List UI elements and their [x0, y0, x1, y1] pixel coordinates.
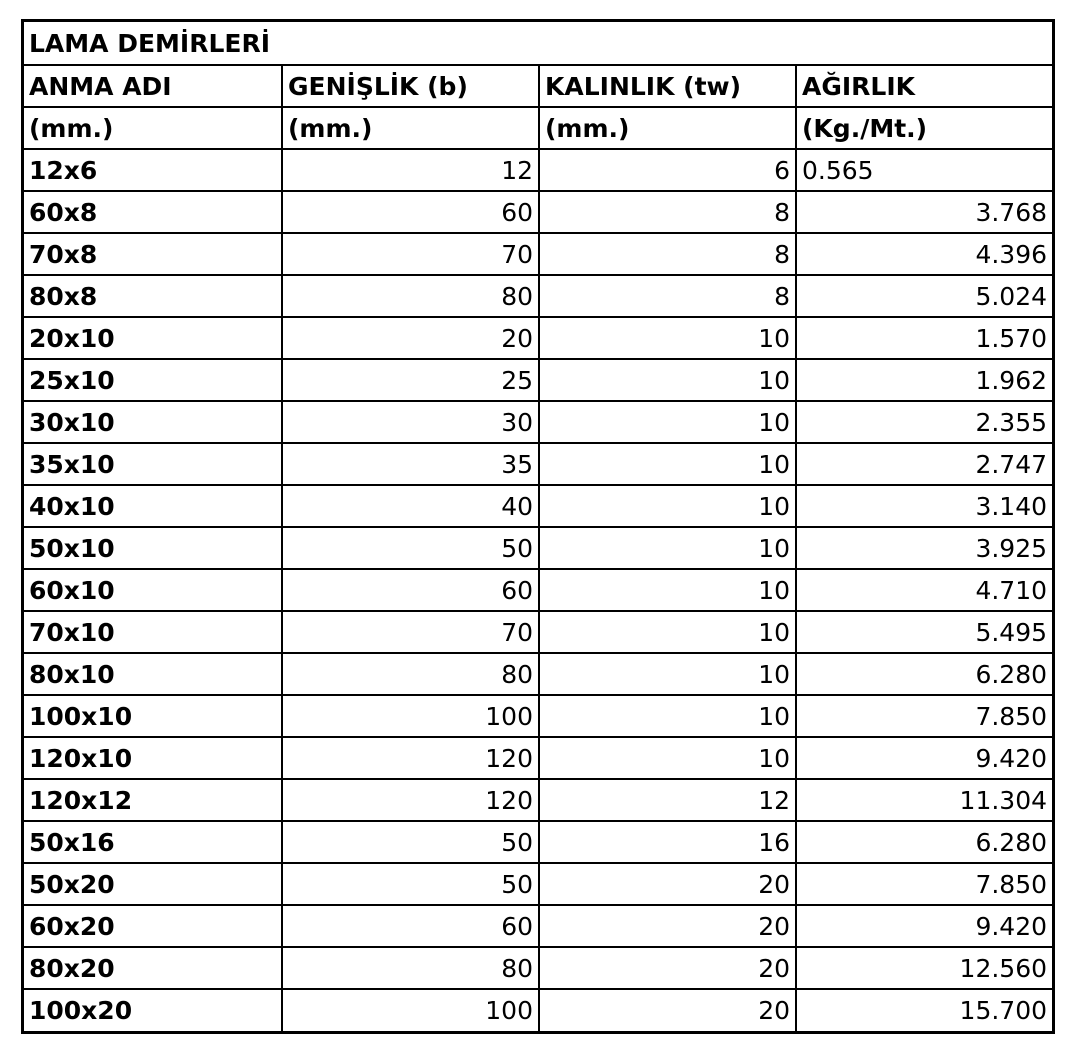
table-row — [24, 989, 1052, 1031]
anma-adi-cell: 50x20 — [24, 863, 282, 905]
table-row — [24, 527, 1052, 569]
kalinlik-cell: 12 — [539, 779, 796, 821]
genislik-cell: 60 — [282, 191, 539, 233]
agirlik-cell: 7.850 — [796, 863, 1052, 905]
table-row — [24, 275, 1052, 317]
lama-table — [24, 22, 1052, 1031]
kalinlik-cell: 10 — [539, 317, 796, 359]
anma-adi-cell: 30x10 — [24, 401, 282, 443]
agirlik-cell: 6.280 — [796, 653, 1052, 695]
agirlik-cell: 1.570 — [796, 317, 1052, 359]
kalinlik-cell: 10 — [539, 569, 796, 611]
kalinlik-cell: 20 — [539, 947, 796, 989]
kalinlik-cell: 20 — [539, 905, 796, 947]
genislik-cell: 50 — [282, 527, 539, 569]
table-row — [24, 611, 1052, 653]
agirlik-cell: 9.420 — [796, 905, 1052, 947]
anma-adi-cell: 50x16 — [24, 821, 282, 863]
anma-adi-cell: 60x10 — [24, 569, 282, 611]
header-agirlik: AĞIRLIK — [796, 65, 1052, 107]
table-row — [24, 443, 1052, 485]
kalinlik-cell: 10 — [539, 653, 796, 695]
kalinlik-cell: 8 — [539, 233, 796, 275]
kalinlik-cell: 20 — [539, 989, 796, 1031]
genislik-cell: 60 — [282, 905, 539, 947]
agirlik-cell: 7.850 — [796, 695, 1052, 737]
kalinlik-cell: 10 — [539, 443, 796, 485]
agirlik-cell: 3.768 — [796, 191, 1052, 233]
genislik-cell: 20 — [282, 317, 539, 359]
table-row — [24, 737, 1052, 779]
genislik-cell: 60 — [282, 569, 539, 611]
anma-adi-cell: 12x6 — [24, 149, 282, 191]
anma-adi-cell: 60x20 — [24, 905, 282, 947]
genislik-cell: 80 — [282, 653, 539, 695]
lama-table-sheet — [21, 19, 1055, 1034]
agirlik-cell: 3.140 — [796, 485, 1052, 527]
agirlik-cell: 12.560 — [796, 947, 1052, 989]
title-row — [24, 22, 1052, 65]
header-genislik: GENİŞLİK (b) — [282, 65, 539, 107]
unit-kalinlik: (mm.) — [539, 107, 796, 149]
genislik-cell: 70 — [282, 611, 539, 653]
table-row — [24, 947, 1052, 989]
table-row — [24, 191, 1052, 233]
agirlik-cell: 4.710 — [796, 569, 1052, 611]
agirlik-cell: 15.700 — [796, 989, 1052, 1031]
kalinlik-cell: 10 — [539, 611, 796, 653]
agirlik-cell: 2.747 — [796, 443, 1052, 485]
agirlik-cell: 11.304 — [796, 779, 1052, 821]
table-title: LAMA DEMİRLERİ — [24, 22, 1052, 65]
agirlik-cell: 5.024 — [796, 275, 1052, 317]
table-row — [24, 905, 1052, 947]
genislik-cell: 80 — [282, 275, 539, 317]
anma-adi-cell: 40x10 — [24, 485, 282, 527]
table-row — [24, 317, 1052, 359]
genislik-cell: 100 — [282, 989, 539, 1031]
header-anma-adi: ANMA ADI — [24, 65, 282, 107]
anma-adi-cell: 50x10 — [24, 527, 282, 569]
agirlik-cell: 1.962 — [796, 359, 1052, 401]
table-row — [24, 779, 1052, 821]
genislik-cell: 12 — [282, 149, 539, 191]
table-row — [24, 149, 1052, 191]
anma-adi-cell: 120x12 — [24, 779, 282, 821]
table-row — [24, 485, 1052, 527]
anma-adi-cell: 80x10 — [24, 653, 282, 695]
agirlik-cell: 6.280 — [796, 821, 1052, 863]
genislik-cell: 120 — [282, 779, 539, 821]
kalinlik-cell: 10 — [539, 359, 796, 401]
genislik-cell: 50 — [282, 821, 539, 863]
unit-agirlik: (Kg./Mt.) — [796, 107, 1052, 149]
genislik-cell: 80 — [282, 947, 539, 989]
anma-adi-cell: 100x10 — [24, 695, 282, 737]
table-row — [24, 359, 1052, 401]
anma-adi-cell: 120x10 — [24, 737, 282, 779]
header-row — [24, 65, 1052, 107]
genislik-cell: 120 — [282, 737, 539, 779]
kalinlik-cell: 10 — [539, 485, 796, 527]
table-row — [24, 401, 1052, 443]
anma-adi-cell: 80x20 — [24, 947, 282, 989]
kalinlik-cell: 6 — [539, 149, 796, 191]
units-row — [24, 107, 1052, 149]
anma-adi-cell: 80x8 — [24, 275, 282, 317]
agirlik-cell: 5.495 — [796, 611, 1052, 653]
genislik-cell: 25 — [282, 359, 539, 401]
anma-adi-cell: 35x10 — [24, 443, 282, 485]
anma-adi-cell: 100x20 — [24, 989, 282, 1031]
table-row — [24, 695, 1052, 737]
anma-adi-cell: 20x10 — [24, 317, 282, 359]
unit-anma-adi: (mm.) — [24, 107, 282, 149]
kalinlik-cell: 8 — [539, 275, 796, 317]
header-kalinlik: KALINLIK (tw) — [539, 65, 796, 107]
table-row — [24, 233, 1052, 275]
kalinlik-cell: 10 — [539, 737, 796, 779]
agirlik-cell: 3.925 — [796, 527, 1052, 569]
genislik-cell: 100 — [282, 695, 539, 737]
unit-genislik: (mm.) — [282, 107, 539, 149]
kalinlik-cell: 16 — [539, 821, 796, 863]
table-row — [24, 821, 1052, 863]
table-row — [24, 653, 1052, 695]
genislik-cell: 70 — [282, 233, 539, 275]
agirlik-cell: 2.355 — [796, 401, 1052, 443]
table-row — [24, 863, 1052, 905]
genislik-cell: 30 — [282, 401, 539, 443]
anma-adi-cell: 70x8 — [24, 233, 282, 275]
agirlik-cell: 9.420 — [796, 737, 1052, 779]
anma-adi-cell: 70x10 — [24, 611, 282, 653]
kalinlik-cell: 8 — [539, 191, 796, 233]
agirlik-cell: 4.396 — [796, 233, 1052, 275]
kalinlik-cell: 10 — [539, 527, 796, 569]
genislik-cell: 50 — [282, 863, 539, 905]
table-row — [24, 569, 1052, 611]
kalinlik-cell: 10 — [539, 695, 796, 737]
kalinlik-cell: 10 — [539, 401, 796, 443]
anma-adi-cell: 60x8 — [24, 191, 282, 233]
agirlik-cell: 0.565 — [796, 149, 1052, 191]
genislik-cell: 40 — [282, 485, 539, 527]
kalinlik-cell: 20 — [539, 863, 796, 905]
anma-adi-cell: 25x10 — [24, 359, 282, 401]
genislik-cell: 35 — [282, 443, 539, 485]
